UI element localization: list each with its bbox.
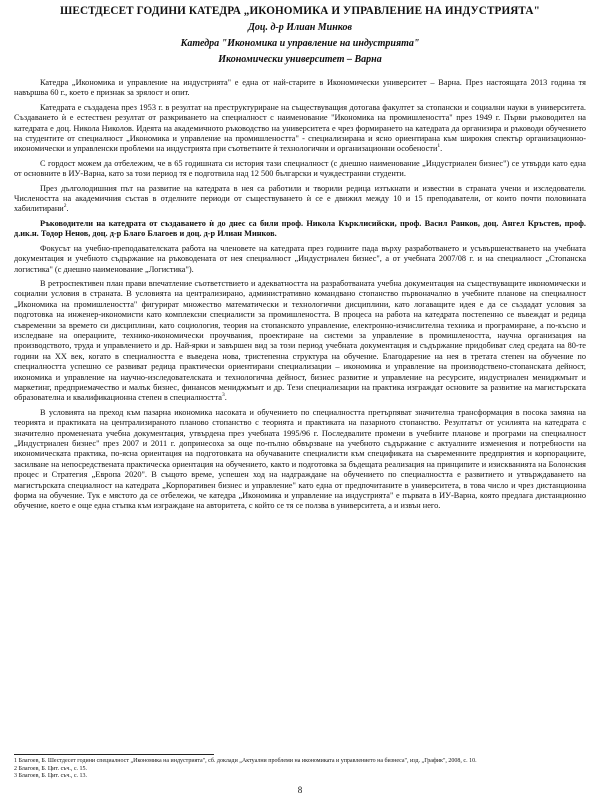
footnote-ref: 1 (437, 143, 441, 150)
body-paragraph (14, 219, 586, 240)
footnote: 1 Благоев, Б. Шестдесет години специалност „Икономика на индустрията", сб. доклади „Актуални проблеми на икономиката и управлението на бизнеса", изд. „График", 2008, с. 10. (14, 758, 477, 764)
paragraph-text: С гордост можем да отбележим, че в 65 годишната си история тази специалност (с днешно наименование „Индустриален бизнес") се утвърди като една от основните в ИУ-Варна, като за този период тя е подготвила над 12 500 български и чуждестранни студенти. (14, 158, 586, 179)
footnote: 2 Благоев, Б. Цит. съч., с. 15. (14, 765, 88, 772)
article-title: ШЕСТДЕСЕТ ГОДИНИ КАТЕДРА „ИКОНОМИКА И УПРАВЛЕНИЕ НА ИНДУСТРИЯТА" (60, 5, 540, 17)
paragraph-text: Ръководители на катедрата от създаването ѝ до днес са били проф. Никола Кърклисийски, проф. Васил Ранков, доц. Ангел Кръстев, проф. д.ик.н. Тодор Ненов, доц. д-р Благо Благоев и доц. д-р Илиан Минков. (14, 218, 586, 239)
university-line: Икономически университет – Варна (218, 54, 382, 65)
footnotes (14, 754, 586, 781)
paragraph-text: В условията на преход към пазарна икономика насоката и обучението по специалността претърпяват значителна трансформация в посока замяна на теорията и практиката на централизираното планово стопанство с теорията и практиката на пазарното стопанство. Резултатът от усилията на катедрата с значително променената учебна документация, утвърдена през учебната 1995/96 г. Последвалите промени в учебните планове и програми на специалност „Индустриален бизнес" през 2007 и 2011 г. допринесоха за още по-пълно обвързване на учебното съдържание с актуалните изменения и потребности на икономическата практика, по-ясна ориентация на подготовката на обучаваните специалисти към спецификата на съвременните предприятия и корпорациите, засилване на непосредствената практическа ориентация на обучението, както и подготовка за бъдещата реализация на принципите и изискванията на Болонския процес и Стратегия „Европа 2020". В същото време, успешен ход на надграждане на обучението по специалността е развитието и утвърждаването на магистърската специалност на катедрата „Корпоративен бизнес и управление" като една от предпочитаните в университета, в това число и чрез дистанционна форма на обучение. Тук е мястото да се отбележи, че катедра „Икономика и управление на индустрията" е първата в ИУ-Варна, която предлага дистанционно обучение, което е още една стъпка към изграждане на авторитета, с който се тя се ползва в университета, а и извън него. (14, 407, 586, 511)
department-line: Катедра "Икономика и управление на индустрията" (180, 38, 420, 49)
body-paragraph (14, 244, 586, 275)
article-body (14, 78, 586, 512)
footnote: 3 Благоев, Б. Цит. съч., с. 13. (14, 773, 88, 780)
paragraph-text: В ретроспективен план прави впечатление съответствието и адекватността на разработваната учебна документация на съществуващите икономически и социални условия в страната. В условията на централизирано, административно командвано стопанство първоначално в учебните планове на специалност „Икономика на промишлеността" фигурират множество математически и технологични дисциплини, като логаващите идея е да се създадат условия за подготовка на инженер-икономисти като комплексни специалисти за промишлеността. В процеса на работа на катедрата постепенно се въвеждат и редица съвременни за времето си дисциплини, като социология, теория на стопанското управление, електронно-изчислителна техника и програмиране, а по-късно и изследване на операциите, технико-икономически проучвания, проектиране на системи за управление в промишлеността, научна организация на производството, труда и управлението и др. Най-ярки и завършен вид за този период учебната документация и съдържание придобиват след средата на 80-те години на XX век, когато в специалността е въведена нова, тристепенна структура на обучение. Благодарение на нея в третата степен на обучение по специалността успешно се развиват редица практически ориентирани специализации – икономика и управление на производствено-стопанската дейност, икономика и управление на научно-изследователската и технологична дейност, бизнес развитие и управление на ресурсите, индустриален мениджмънт и маркетинг, предприемачество и малък бизнес, финансов мениджмънт и др. Тези специализации на практика изграждат основите за развитие на магистърската образователна и квалификационна степен в специалността (14, 278, 586, 403)
body-paragraph (14, 78, 586, 99)
body-paragraph (14, 408, 586, 512)
footnote-ref: 2 (63, 203, 67, 210)
paragraph-text: Катедрата е създадена през 1953 г. в резултат на преструктуриране на съществуващия дотогава факултет за стопански и социални науки в университета. Създаването ѝ е естествен резултат от разкриването на специалност с наименование "Икономика на промишлеността" през 1949 г. Първи ръководител на катедрата е доц. Никола Николов. Идеята на академичното ръководство на университета е чрез формирането на катедрата да организира и ръководи обучението на студентите от специалност „Икономика и управление на промишлеността" - специализирана и ясно ориентирана към широкия спектър организационно-икономически и управленски проблеми на индустрията при съответните ѝ технологични и организационни особености (14, 102, 586, 154)
paragraph-text: Катедра „Икономика и управление на индустрията" е една от най-старите в Икономически университет – Варна. През настоящата 2013 година тя навършва 60 г., което е признак за зрялост и опит. (14, 78, 586, 98)
body-paragraph (14, 159, 586, 180)
body-paragraph: През дълголодишния път на развитие на катедрата в нея са работили и творили редица изтъкнати и известни в страната учени и изследователи. Числеността на академичния състав в отделните периоди от съществуването ѝ се е движил между 10 и 15 преподаватели, от които почти половината хабилитирани$^2$. (14, 183, 586, 214)
body-paragraph: Катедрата е създадена през 1953 г. в резултат на преструктуриране на съществуващия дотогава факултет за стопански и социални науки в университета. Създаването ѝ е естествен резултат от разкриването на специалност с наименование "Икономика на промишлеността" през 1949 г. Първи ръководител на катедрата е доц. Никола Николов. Идеята на академичното ръководство на университета е чрез формирането на катедрата да организира и ръководи обучението на студентите от специалност „Икономика и управление на промишлеността" - специализирана и ясно ориентирана към широкия спектър организационно-икономически и управленски проблеми на индустрията при съответните ѝ технологични и организационни особености$^1$. (14, 102, 586, 154)
footnote-rule (14, 754, 214, 755)
page-number: 8 (297, 785, 303, 795)
author-line: Доц. д-р Илиан Минков (248, 22, 352, 33)
paragraph-text: През дълголодишния път на развитие на катедрата в нея са работили и творили редица изтъкнати и известни в страната учени и изследователи. Числеността на академичния състав в отделните периоди от съществуването ѝ се е движил между 10 и 15 преподаватели, от които почти половината хабилитирани (14, 183, 586, 214)
footnote-ref: 3 (221, 392, 225, 399)
body-paragraph: В ретроспективен план прави впечатление съответствието и адекватността на разработваната учебна документация на съществуващите икономически и социални условия в страната. В условията на централизирано, административно командвано стопанство първоначално в учебните планове на специалност „Икономика на промишлеността" фигурират множество математически и технологични дисциплини, като логаващите идея е да се създадат условия за подготовка на инженер-икономисти като комплексни специалисти за промишлеността. В процеса на работа на катедрата постепенно се въвеждат и редица съвременни за времето си дисциплини, като социология, теория на стопанското управление, електронно-изчислителна техника и програмиране, а по-късно и изследване на операциите, технико-икономически проучвания, проектиране на системи за управление в промишлеността, научна организация на производството, труда и управлението и др. Най-ярки и завършен вид за този период учебната документация и съдържание придобиват след средата на 80-те години на XX век, когато в специалността е въведена нова, тристепенна структура на обучение. Благодарение на нея в третата степен на обучение по специалността успешно се развиват редица практически ориентирани специализации – икономика и управление на производствено-стопанската дейност, икономика и управление на научно-изследователската и технологична дейност, бизнес развитие и управление на ресурсите, индустриален мениджмънт и маркетинг, предприемачество и малък бизнес, финансов мениджмънт и др. Тези специализации на практика изграждат основите за развитие на магистърската образователна и квалификационна степен в специалността$^3$. (14, 278, 586, 403)
paragraph-text: Фокусът на учебно-преподавателската работа на членовете на катедрата през годините пада върху разработването и усъвършенстването на учебната документация и учебното съдържание на ръководената от нея специалност „Индустриален бизнес", а от учебната 2007/08 г. и на специалност „Стопанска логистика" (с днешно наименование „Логистика"). (14, 243, 586, 274)
